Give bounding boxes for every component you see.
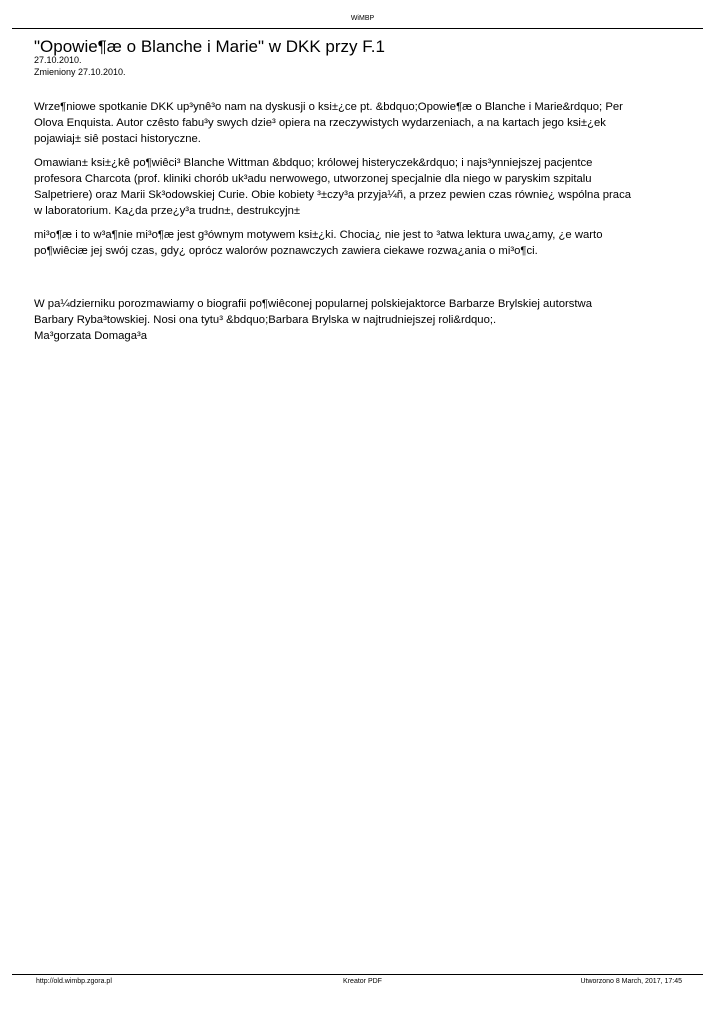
paragraph-line: mi³o¶æ i to w³a¶nie mi³o¶æ jest g³ównym motywem ksi±¿ki. Chocia¿ nie jest to ³atwa lektura uwa¿amy, ¿e warto [34, 229, 603, 241]
article-author: Ma³gorzata Domaga³a [34, 330, 148, 342]
paragraph-line: Olova Enquista. Autor czêsto fabu³y swych dzie³ opiera na rzeczywistych wydarzeniach, a na kartach jego ksi±¿ek [34, 117, 606, 129]
article-paragraph-2 [34, 155, 699, 219]
article-date-modified: Zmieniony 27.10.2010. [34, 67, 126, 77]
footer-url-link[interactable]: http://old.wimbp.zgora.pl [36, 978, 112, 985]
paragraph-line: w laboratorium. Ka¿da prze¿y³a trudn±, destrukcyjn± [34, 205, 301, 217]
footer-created-date: Utworzono 8 March, 2017, 17:45 [580, 978, 682, 985]
article-paragraph-3 [34, 227, 699, 259]
article-date-created: 27.10.2010. [34, 55, 82, 65]
paragraph-line: Wrze¶niowe spotkanie DKK up³ynê³o nam na dyskusji o ksi±¿ce pt. &bdquo;Opowie¶æ o Blanche i Marie&rdquo; Per [34, 101, 623, 113]
article-paragraph-1 [34, 99, 699, 147]
footer-generator: Kreator PDF [343, 978, 382, 985]
paragraph-line: pojawiaj± siê postaci historyczne. [34, 133, 201, 145]
paragraph-line: po¶wiêciæ jej swój czas, gdy¿ oprócz walorów poznawczych zawiera ciekawe rozwa¿ania o mi³o¶ci. [34, 245, 538, 257]
paragraph-line: profesora Charcota (prof. kliniki chorób uk³adu nerwowego, utworzonej specjalnie dla niego w paryskim szpitalu [34, 173, 592, 185]
paragraph-line: Omawian± ksi±¿kê po¶wiêci³ Blanche Wittman &bdquo; królowej histeryczek&rdquo; i najs³ynniejszej pacjentce [34, 157, 593, 169]
paragraph-line: Salpetriere) oraz Marii Sk³odowskiej Curie. Obie kobiety ³±czy³a przyja¼ñ, a przez pewien czas równie¿ wspólna praca [34, 189, 632, 201]
site-header: WiMBP [350, 15, 375, 22]
article-paragraph-4 [34, 296, 699, 344]
paragraph-line: W pa¼dzierniku porozmawiamy o biografii po¶wiêconej popularnej polskiejaktorce Barbarze Brylskiej autorstwa [34, 298, 592, 310]
header-divider [12, 28, 703, 29]
paragraph-line: Barbary Ryba³towskiej. Nosi ona tytu³ &bdquo;Barbara Brylska w najtrudniejszej roli&rdquo;. [34, 314, 497, 326]
article-title: "Opowie¶æ o Blanche i Marie" w DKK przy F.1 [34, 37, 385, 56]
footer-divider [12, 974, 703, 975]
